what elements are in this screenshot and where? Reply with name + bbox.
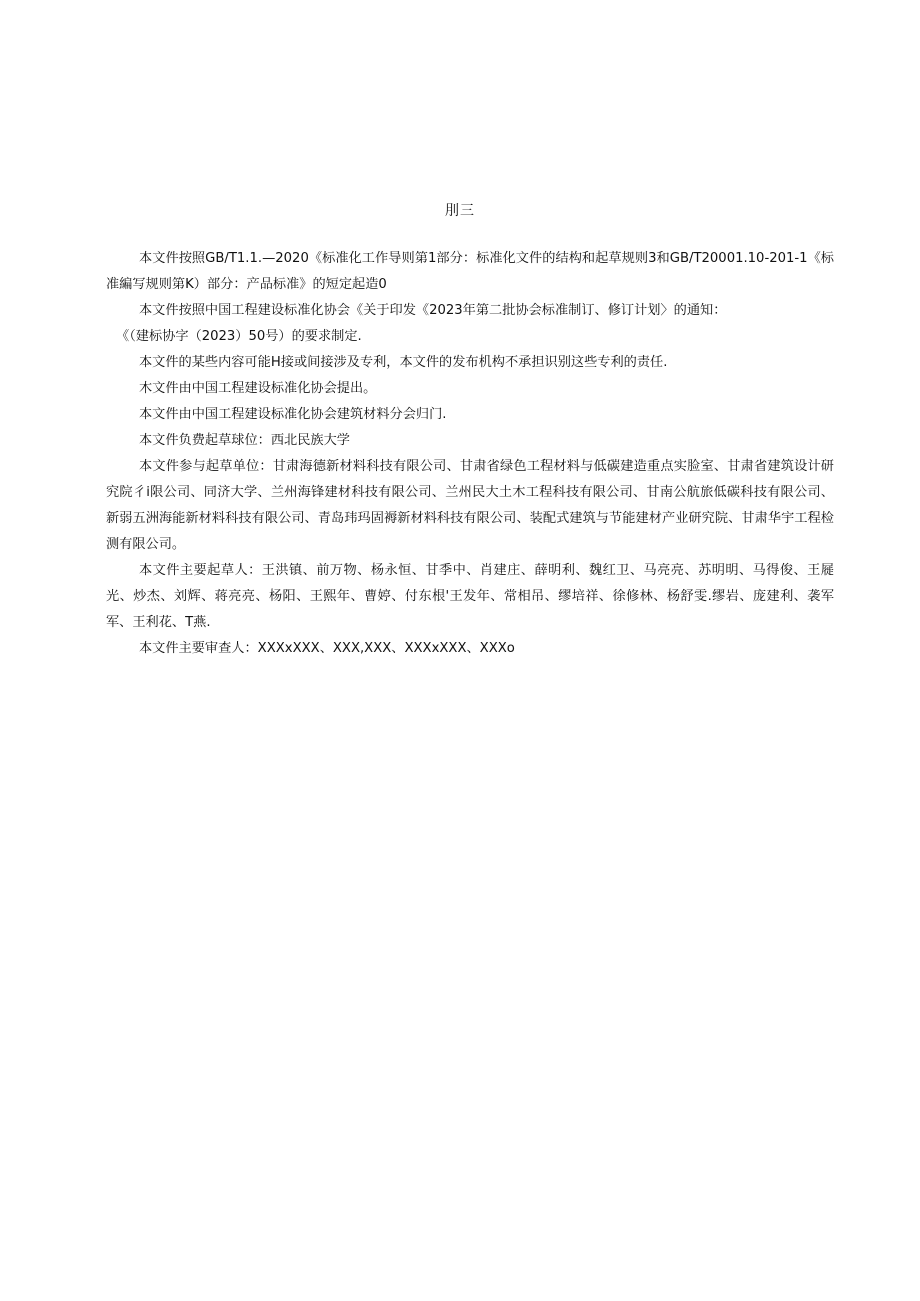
paragraph-plan-notice: 本文件按照中国工程建设标准化协会《关于印发《2023年第二批协会标准制订、修订计划〉的通知：: [139, 303, 727, 318]
paragraph-lead-drafting-unit: 本文件负费起草球位：西北民族大学: [139, 433, 350, 448]
paragraph-standard-basis: 本文件按照GB/T1.1.—2020《标准化工作导则第1部分：标准化文件的结构和起草规则3和GB/T20001.10-201-1《标准編写规则第K）部分：产品标准》的短定起造0: [106, 251, 834, 292]
page-title: 刖三: [445, 203, 475, 219]
paragraph-participating-units: 本文件参与起草单位：甘肃海德新材料科技有限公司、甘肃省绿色工程材料与低碳建造重点实脸室、甘肃省建筑设计研究院彳i限公司、同济大学、兰州海锋建材科技有限公司、兰州民大土木工程科技有限公司、甘南公航旅低碳科技有限公司、新弱五洲海能新材料科技有限公司、青岛玮玛固褥新材料科技有限公司、装配式建筑与节能建材产业研究院、甘肃华宇工程检测有限公司。: [106, 459, 834, 552]
paragraph-administered-by: 本文件由中国工程建设标准化协会建筑材料分会归门.: [139, 407, 447, 422]
paragraph-patent-notice: 本文件的某些内容可能H接或间接涉及专利，本文件的发布机构不承担识别这些专利的责任.: [139, 355, 668, 370]
document-body: [106, 246, 834, 662]
paragraph-main-drafters: 本文件主要起草人：王洪镇、前万物、杨永恒、甘季中、肖建庄、薛明利、魏红卫、马亮亮、苏明明、马得俊、王屣光、炒杰、刘辉、蒋亮亮、杨阳、王熙年、曹婷、付东根'王发年、常相吊、缪培祥、徐修林、杨舒雯.缪岩、庞建利、袭军军、王利花、T燕.: [106, 563, 834, 630]
paragraph-proposed-by: 木文件由中国工程建设标准化协会提出。: [139, 381, 377, 396]
paragraph-plan-notice-continued: 《（建标协字（2023）50号）的要求制定.: [116, 329, 362, 344]
paragraph-main-reviewers: 本文件主要审查人：XXXxXXX、XXX,XXX、XXXxXXX、XXXo: [139, 641, 515, 656]
